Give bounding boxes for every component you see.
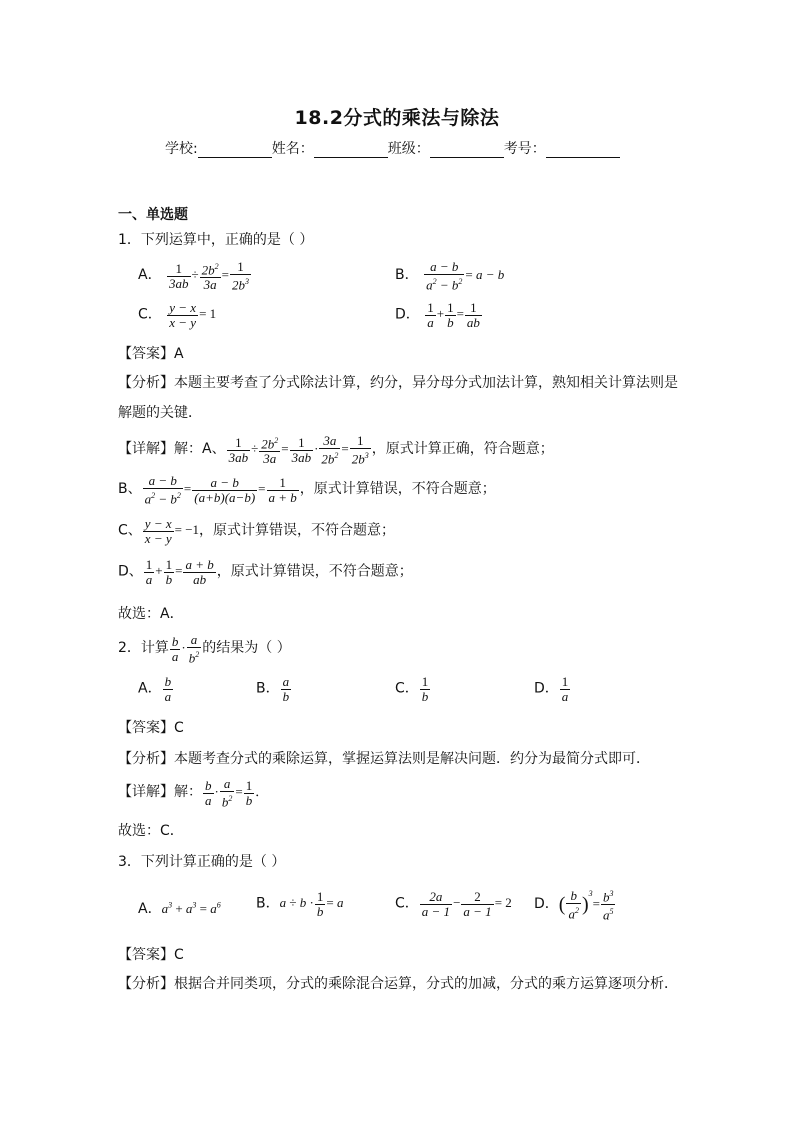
name-label: 姓名： — [271, 141, 314, 157]
q3-option-b: B．a ÷ b · $\frac{1}{b}$ = a — [256, 889, 344, 919]
q1-choose: 故选：A． — [118, 606, 184, 622]
q2-detail: 【详解】解： $\frac{b}{a}$ · $\frac{a}{b^2}$ = $\frac{1}{b}$ ． — [118, 776, 269, 810]
q2-option-c: C． $\frac{1}{b}$ — [395, 674, 429, 704]
exam-label: 考号： — [503, 141, 546, 157]
q3-stem: 3．下列计算正确的是（ ） — [118, 854, 286, 870]
section-title: 一、单选题 — [118, 207, 188, 223]
name-blank — [314, 143, 388, 158]
q3-option-d: D．( $\frac{b}{a^2}$ )$^3$= $\frac{b^3}{a^5}$ — [534, 887, 614, 923]
q1-detail-c: C、 $\frac{y - x}{x - y}$ = −1，原式计算错误，不符合题意； — [118, 516, 396, 546]
q2-option-a: A． $\frac{b}{a}$ — [138, 674, 172, 704]
exam-blank — [546, 143, 620, 158]
q1-stem: 1．下列运算中，正确的是（ ） — [118, 232, 314, 248]
q2-analysis: 【分析】本题考查分式的乘除运算，掌握运算法则是解决问题．约分为最简分式即可． — [118, 751, 650, 767]
q3-answer: 【答案】C — [118, 947, 184, 963]
q2-option-b: B． $\frac{a}{b}$ — [256, 674, 290, 704]
q3-option-a: A．$a^3 + a^3 = a^6$ — [138, 900, 221, 917]
q2-stem: 2．计算 $\frac{b}{a}$ · $\frac{a}{b^2}$ 的结果为（ ） — [118, 632, 291, 666]
page-title: 18.2分式的乘法与除法 — [294, 107, 500, 129]
school-label: 学校: — [165, 141, 198, 157]
class-blank — [430, 143, 504, 158]
q3-analysis: 【分析】根据合并同类项，分式的乘除混合运算，分式的加减，分式的乘方运算逐项分析． — [118, 976, 678, 992]
q1-option-a: A． $\frac{1}{3ab}$ ÷ $\frac{2b^2}{3a}$ = $\frac{1}{2b^3}$ — [138, 259, 250, 293]
school-blank — [198, 143, 272, 158]
q2-option-d: D． $\frac{1}{a}$ — [534, 674, 569, 704]
q1-detail-d: D、 $\frac{1}{a}$ + $\frac{1}{b}$ = $\frac{a + b}{ab}$ ，原式计算错误，不符合题意； — [118, 557, 413, 587]
student-info-line — [165, 138, 620, 158]
class-label: 班级： — [387, 141, 430, 157]
q1-option-d: D． $\frac{1}{a}$ + $\frac{1}{b}$ = $\frac{1}{ab}$ — [395, 300, 480, 330]
q2-choose: 故选：C． — [118, 823, 184, 839]
q1-answer: 【答案】A — [118, 346, 184, 362]
q3-option-c: C． $\frac{2a}{a - 1}$ − $\frac{2}{a - 1}$ = 2 — [395, 889, 512, 919]
q1-detail-b: B、 $\frac{a - b}{a^2 - b^2}$ = $\frac{a - b}{(a+b)(a-b)}$ = $\frac{1}{a + b}$ ，原式计算错误，不符合题意； — [118, 473, 496, 507]
q1-option-c: C． $\frac{y - x}{x - y}$ = 1 — [138, 300, 217, 330]
q2-answer: 【答案】C — [118, 720, 184, 736]
q1-detail-a: 【详解】解：A、 $\frac{1}{3ab}$ ÷ $\frac{2b^2}{3a}$ = $\frac{1}{3ab}$ · $\frac{3a}{2b^2}$ = $\frac{1}{2b^3}$ ，原式计算正确，符合题意； — [118, 433, 554, 467]
q1-analysis: 【分析】本题主要考查了分式除法计算，约分，异分母分式加法计算，熟知相关计算法则是解题的关键． — [118, 375, 678, 421]
q1-option-b: B． $\frac{a - b}{a^2 - b^2}$ = a − b — [395, 259, 505, 293]
